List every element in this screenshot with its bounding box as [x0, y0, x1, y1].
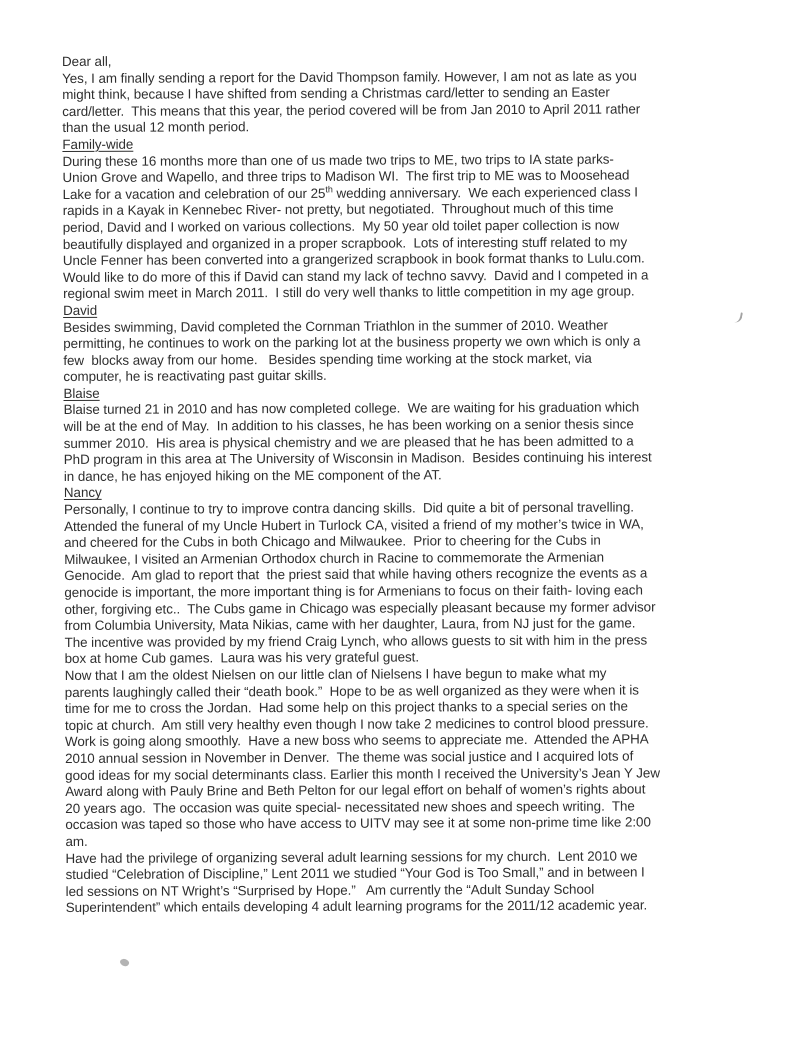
letter-body	[62, 51, 772, 917]
scan-smudge-artifact	[119, 957, 130, 968]
intro-paragraph: Yes, I am finally sending a report for the David Thompson family. However, I am not as late as you might think, because I have shifted from sending a Christmas card/letter to sending an Easter card/letter. This means that this year, the period covered will be from Jan 2010 to April 2011 rather than the usual 12 month period.	[62, 68, 641, 136]
salutation: Dear all,	[62, 53, 112, 69]
section-heading-family-wide: Family-wide	[62, 136, 134, 152]
blaise-paragraph: Blaise turned 21 in 2010 and has now completed college. We are waiting for his graduation which will be at the end of May. In addition to his classes, he has been working on a senior thesis since summer 2010. His area is physical chemistry and we are pleased that he has been admitted to a PhD program in this area at The University of Wisconsin in Madison. Besides continuing his interest in dance, he has enjoyed hiking on the ME component of the AT.	[63, 399, 652, 484]
david-paragraph: Besides swimming, David completed the Cornman Triathlon in the summer of 2010. Weather permitting, he continues to work on the parking lot at the business property we own which is only a few blocks away from our home. Besides spending time working at the stock market, via computer, he is reactivating past guitar skills.	[63, 317, 641, 385]
family-wide-paragraph: During these 16 months more than one of us made two trips to ME, two trips to IA state parks- Union Grove and Wapello, and three trips to Madison WI. The first trip to ME was to Moosehead Lake for a vacation and celebration of our 25th wedding anniversary. We each experienced class I rapids in a Kayak in Kennebec River- not pretty, but negotiated. Throughout much of this time period, David and I worked on various collections. My 50 year old toilet paper collection is now beautifully displayed and organized in a proper scrapbook. Lots of interesting stuff related to my Uncle Fenner has been converted into a grangerized scrapbook in book format thanks to Lulu.com. Would like to do more of this if David can stand my lack of techno savvy. David and I competed in a regional swim meet in March 2011. I still do very well thanks to little competition in my age group.	[62, 151, 649, 302]
section-heading-blaise: Blaise	[63, 385, 100, 401]
section-heading-nancy: Nancy	[63, 485, 102, 501]
nancy-paragraph-1: Personally, I continue to try to improve contra dancing skills. Did quite a bit of personal travelling. Attended the funeral of my Uncle Hubert in Turlock CA, visited a friend of my mother’s twice in WA, and cheered for the Cubs in both Chicago and Milwaukee. Prior to cheering for the Cubs in Milwaukee, I visited an Armenian Orthodox church in Racine to commemorate the Armenian Genocide. Am glad to report that the priest said that while having others recognize the events as a genocide is important, the more important thing is for Armenians to focus on their faith- loving each other, forgiving etc.. The Cubs game in Chicago was especially pleasant because my former advisor from Columbia University, Mata Nikias, came with her daughter, Laura, from NJ just for the game. The incentive was provided by my friend Craig Lynch, who allows guests to sit with him in the press box at home Cub games. Laura was his very grateful guest.	[63, 499, 656, 667]
nancy-paragraph-3: Have had the privilege of organizing several adult learning sessions for my church. Lent 2010 we studied “Celebration of Discipline,” Lent 2011 we studied “Your God is Too Small,” and in between I led sessions on NT Wright’s “Surprised by Hope.” Am currently the “Adult Sunday School Superintendent” which entails developing 4 adult learning programs for the 2011/12 academic year.	[65, 847, 648, 916]
section-heading-david: David	[63, 302, 98, 318]
nancy-paragraph-2: Now that I am the oldest Nielsen on our little clan of Nielsens I have begun to make what my parents laughingly called their “death book.” Hope to be as well organized as they were when it is time for me to cross the Jordan. Had some help on this project thanks to a special series on the topic at church. Am still very healthy even though I now take 2 medicines to control blood pressure. Work is going along smoothly. Have a new boss who seems to appreciate me. Attended the APHA 2010 annual session in November in Denver. The theme was social justice and I acquired lots of good ideas for my social determinants class. Earlier this month I received the University’s Jean Y Jew Award along with Pauly Brine and Beth Pelton for our legal effort on behalf of women’s rights about 20 years ago. The occasion was quite special- necessitated new shoes and speech writing. The occasion was taped so those who have access to UITV may see it at some non-prime time like 2:00 am.	[64, 665, 660, 849]
